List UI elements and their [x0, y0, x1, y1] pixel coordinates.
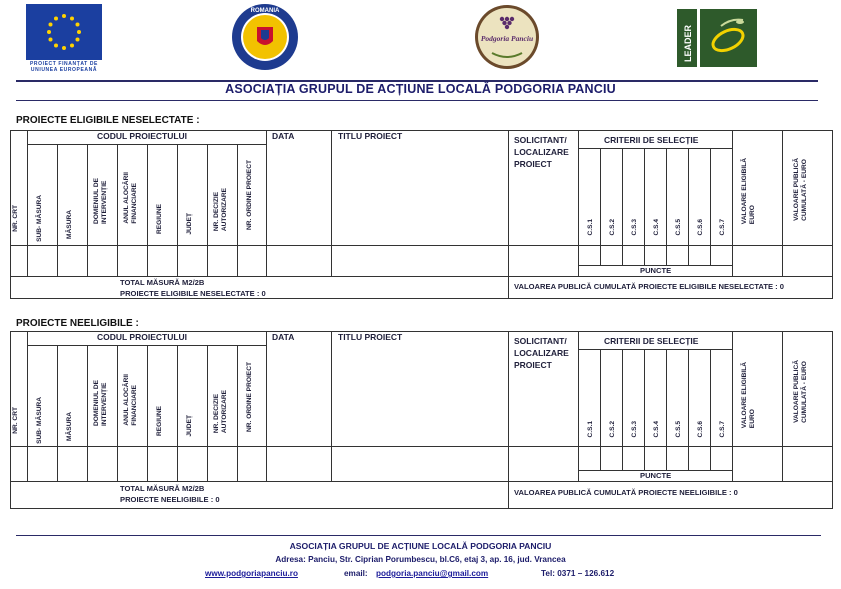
header-solicitant-line3: PROIECT [514, 360, 552, 370]
header-valoare-publica-line1: VALOARE PUBLICĂ [793, 360, 800, 423]
header-cs1: C.S.1 [587, 219, 594, 236]
header-anul-alocarii [123, 374, 139, 426]
header-solicitant [514, 335, 569, 371]
header-cs2: C.S.2 [609, 421, 616, 438]
footer-divider [16, 535, 821, 536]
header-domeniul [93, 380, 109, 426]
header-cs4: C.S.4 [653, 421, 660, 438]
section-title-eligible-unselected: PROIECTE ELIGIBILE NESELECTATE : [16, 115, 200, 126]
header-nr-crt: NR. CRT [12, 205, 19, 232]
header-domeniul-line2: INTERVENȚIE [101, 180, 108, 225]
header-solicitant-line1: SOLICITANT/ [514, 135, 567, 145]
eu-caption [14, 61, 114, 73]
header-nr-ordine: NR. ORDINE PROIECT [246, 362, 253, 432]
header-codul-proiectului: CODUL PROIECTULUI [97, 332, 188, 342]
header-solicitant-line3: PROIECT [514, 159, 552, 169]
header-divider-lower [16, 100, 818, 101]
header-cs5: C.S.5 [675, 421, 682, 438]
header-valoare-eligibila-line1: VALOARE ELIGIBILĂ [741, 362, 748, 429]
header-valoare-publica-line2: CUMULATĂ - EURO [801, 361, 808, 423]
header-valoare-eligibila-line1: VALOARE ELIGIBILĂ [741, 158, 748, 225]
header-cs6: C.S.6 [697, 219, 704, 236]
header-sub-masura: SUB- MĂSURA [36, 195, 43, 242]
header-cs7: C.S.7 [719, 421, 726, 438]
eligible-unselected-value: VALOAREA PUBLICĂ CUMULATĂ PROIECTE ELIGIBILE NESELECTATE : 0 [514, 282, 785, 291]
header-masura: MĂSURA [66, 210, 73, 239]
footer-email-link[interactable]: podgoria.panciu@gmail.com [376, 569, 489, 578]
header-solicitant-line2: LOCALIZARE [514, 147, 569, 157]
ineligible-value: VALOAREA PUBLICĂ CUMULATĂ PROIECTE NEELIGIBILE : 0 [514, 488, 738, 497]
podgoria-panciu-logo [474, 3, 540, 71]
header-solicitant-line2: LOCALIZARE [514, 348, 569, 358]
footer-org-name: ASOCIAȚIA GRUPUL DE ACȚIUNE LOCALĂ PODGORIA PANCIU [289, 541, 552, 551]
header-cs4: C.S.4 [653, 219, 660, 236]
header-masura: MĂSURA [66, 412, 73, 441]
header-anul-line2: FINANCIARE [131, 384, 138, 426]
header-domeniul-line1: DOMENIUL DE [93, 178, 100, 225]
header-solicitant [514, 134, 569, 170]
header-cs3: C.S.3 [631, 421, 638, 438]
header-decizie-line2: AUTORIZARE [221, 188, 228, 232]
header-regiune: REGIUNE [156, 204, 163, 235]
header-decizie [213, 188, 229, 231]
header-valoare-publica-line1: VALOARE PUBLICĂ [793, 158, 800, 221]
header-titlu-proiect: TITLU PROIECT [338, 332, 403, 342]
footer-email-label: email: [344, 569, 368, 578]
header-nr-crt: NR. CRT [12, 407, 19, 434]
header-titlu-proiect: TITLU PROIECT [338, 131, 403, 141]
header-anul-line1: ANUL ALOCĂRII [123, 172, 130, 224]
header-codul-proiectului: CODUL PROIECTULUI [97, 131, 188, 141]
header-data: DATA [272, 131, 295, 141]
header-criterii-selectie: CRITERII DE SELECȚIE [604, 336, 699, 346]
header-decizie-line2: AUTORIZARE [221, 390, 228, 434]
footer-website-link[interactable]: www.podgoriapanciu.ro [205, 569, 298, 578]
header-decizie [213, 390, 229, 433]
footer-phone: Tel: 0371 – 126.612 [541, 569, 615, 578]
header-valoare-eligibila-line2: EURO [749, 205, 756, 225]
header-anul-line2: FINANCIARE [131, 182, 138, 224]
footer-address: Adresa: Panciu, Str. Ciprian Porumbescu, bl.C6, etaj 3, ap. 16, jud. Vrancea [275, 555, 566, 564]
section-title-ineligible: PROIECTE NEELIGIBILE : [16, 318, 139, 329]
header-cs3: C.S.3 [631, 219, 638, 236]
header-cs6: C.S.6 [697, 421, 704, 438]
leader-logo-text: LEADER [683, 24, 693, 62]
header-puncte: PUNCTE [640, 266, 672, 275]
romania-logo-text: ROMANIA [250, 8, 280, 14]
leader-logo [676, 8, 758, 68]
header-criterii-selectie: CRITERII DE SELECȚIE [604, 135, 699, 145]
header-domeniul [93, 178, 109, 224]
header-domeniul-line2: INTERVENȚIE [101, 382, 108, 427]
header-cs1: C.S.1 [587, 421, 594, 438]
header-anul-alocarii [123, 172, 139, 224]
header-solicitant-line1: SOLICITANT/ [514, 336, 567, 346]
header-domeniul-line1: DOMENIUL DE [93, 380, 100, 427]
page-title: ASOCIAȚIA GRUPUL DE ACȚIUNE LOCALĂ PODGORIA PANCIU [225, 82, 616, 96]
podgoria-logo-text: Podgoria Panciu [480, 34, 534, 43]
header-decizie-line1: NR. DECIZIE [213, 191, 220, 232]
total-masura-label: TOTAL MĂSURĂ M2/2B [120, 278, 205, 287]
header-valoare-eligibila-line2: EURO [749, 409, 756, 429]
header-regiune: REGIUNE [156, 406, 163, 437]
header-cs5: C.S.5 [675, 219, 682, 236]
header-anul-line1: ANUL ALOCĂRII [123, 374, 130, 426]
eu-caption-line1: PROIECT FINANȚAT DE [30, 61, 98, 67]
header-data: DATA [272, 332, 295, 342]
eu-flag-logo [26, 4, 102, 60]
header-cs7: C.S.7 [719, 219, 726, 236]
header-valoare-publica-line2: CUMULATĂ - EURO [801, 159, 808, 221]
ineligible-count: PROIECTE NEELIGIBILE : 0 [120, 495, 220, 504]
header-valoare-eligibila [741, 158, 757, 224]
header-judet: JUDEȚ [186, 213, 193, 235]
romania-ministry-logo [226, 2, 304, 72]
header-puncte: PUNCTE [640, 471, 672, 480]
header-valoare-publica [793, 158, 809, 221]
header-nr-ordine: NR. ORDINE PROIECT [246, 160, 253, 230]
header-sub-masura: SUB- MĂSURA [36, 397, 43, 444]
eligible-unselected-count: PROIECTE ELIGIBILE NESELECTATE : 0 [120, 289, 266, 298]
header-judet: JUDEȚ [186, 415, 193, 437]
total-masura-label: TOTAL MĂSURĂ M2/2B [120, 484, 205, 493]
eu-caption-line2: UNIUNEA EUROPEANĂ [30, 67, 98, 73]
header-valoare-eligibila [741, 362, 757, 428]
header-valoare-publica [793, 360, 809, 423]
header-decizie-line1: NR. DECIZIE [213, 393, 220, 434]
header-cs2: C.S.2 [609, 219, 616, 236]
